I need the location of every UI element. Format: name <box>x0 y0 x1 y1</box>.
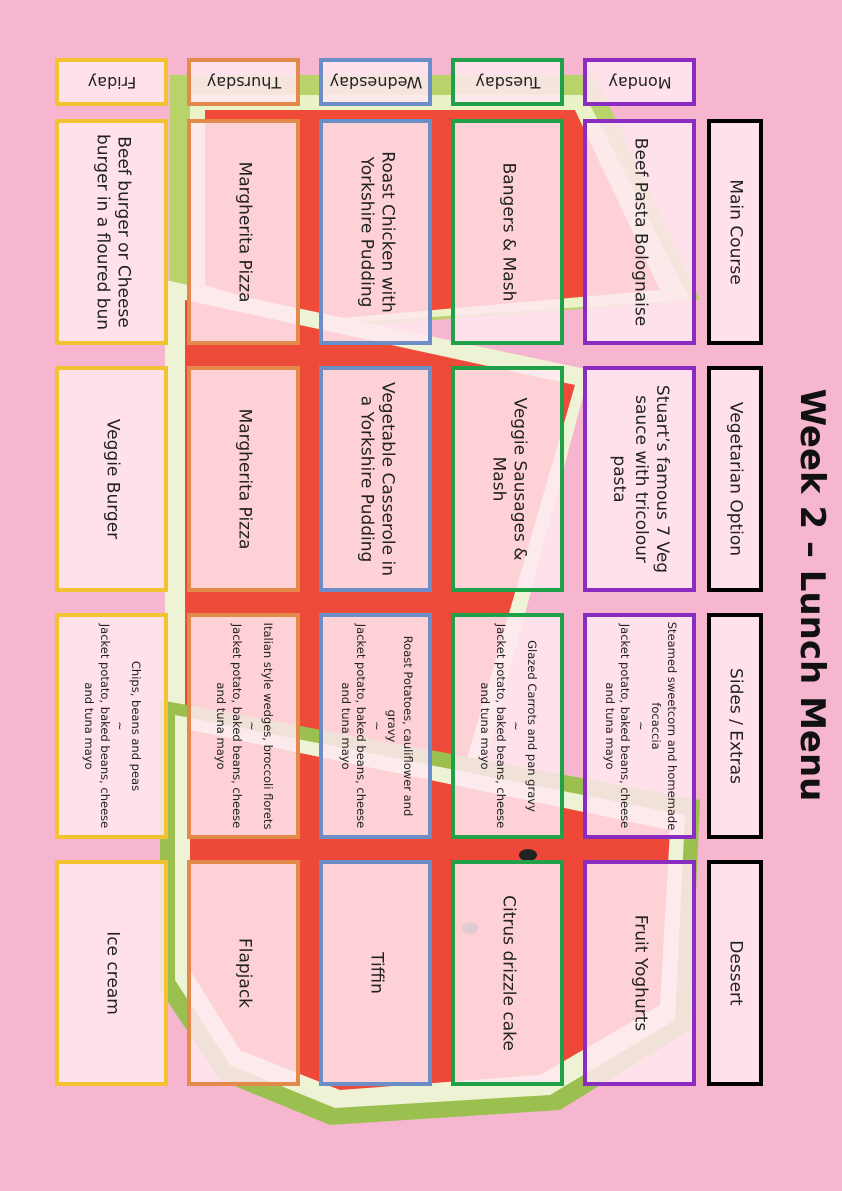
menu-item-text: Roast Potatoes, cauliflower and gravy ~ Jacket potato, baked beans, cheese and tuna mayo <box>338 623 415 829</box>
menu-item-text: Bangers & Mash <box>498 162 519 302</box>
menu-cell-friday-veg <box>55 366 168 592</box>
menu-item-text: Tiffin <box>366 952 387 994</box>
day-name: Tuesday <box>474 73 541 92</box>
menu-item-text: Margherita Pizza <box>234 161 255 303</box>
page-title: Week 2 – Lunch Menu <box>792 388 832 802</box>
menu-item-text: Italian style wedges, broccoli florets ~ Jacket potato, baked beans, cheese and tuna mayo <box>213 622 275 830</box>
menu-item-text: Flapjack <box>234 937 255 1009</box>
header-main-course <box>707 119 763 345</box>
day-name: Monday <box>607 73 672 92</box>
menu-item-text: Veggie Sausages & Mash <box>487 397 529 561</box>
header-dessert <box>707 860 763 1086</box>
menu-item-text: Roast Chicken with Yorkshire Pudding <box>355 151 397 313</box>
menu-cell-wednesday-veg <box>319 366 432 592</box>
menu-item-text: Beef burger or Cheese burger in a floured bun <box>91 133 133 331</box>
day-label-friday <box>55 58 168 106</box>
menu-cell-monday-main <box>583 119 696 345</box>
menu-cell-thursday-main <box>187 119 300 345</box>
menu-cell-monday-sides <box>583 613 696 839</box>
menu-item-text: Vegetable Casserole in a Yorkshire Pudding <box>355 381 397 577</box>
menu-cell-wednesday-main <box>319 119 432 345</box>
menu-cell-friday-main <box>55 119 168 345</box>
menu-cell-tuesday-dessert <box>451 860 564 1086</box>
header-sides-extras-label: Sides / Extras <box>725 668 746 784</box>
menu-cell-friday-sides <box>55 613 168 839</box>
day-label-thursday <box>187 58 300 106</box>
menu-cell-wednesday-sides <box>319 613 432 839</box>
menu-item-text: Ice cream <box>102 931 123 1015</box>
menu-cell-friday-dessert <box>55 860 168 1086</box>
menu-item-text: Beef Pasta Bolognaise <box>630 137 651 327</box>
menu-cell-thursday-veg <box>187 366 300 592</box>
menu-cell-wednesday-dessert <box>319 860 432 1086</box>
menu-item-text: Fruit Yoghurts <box>630 914 651 1032</box>
day-label-wednesday <box>319 58 432 106</box>
menu-cell-monday-dessert <box>583 860 696 1086</box>
day-label-monday <box>583 58 696 106</box>
menu-cell-tuesday-veg <box>451 366 564 592</box>
header-main-course-label: Main Course <box>725 179 746 285</box>
day-name: Friday <box>87 73 136 92</box>
menu-cell-thursday-sides <box>187 613 300 839</box>
menu-item-text: Steamed sweetcorn and homemade focaccia ~ Jacket potato, baked beans, cheese and tuna mayo <box>602 621 679 831</box>
menu-item-text: Veggie Burger <box>102 418 123 540</box>
header-vegetarian-option-label: Vegetarian Option <box>725 401 746 557</box>
menu-item-text: Margherita Pizza <box>234 408 255 550</box>
menu-item-text: Chips, beans and peas ~ Jacket potato, baked beans, cheese and tuna mayo <box>81 623 143 829</box>
day-label-tuesday <box>451 58 564 106</box>
day-name: Thursday <box>206 73 281 92</box>
menu-cell-tuesday-sides <box>451 613 564 839</box>
menu-item-text: Citrus drizzle cake <box>498 895 519 1051</box>
menu-item-text: Stuart’s famous 7 Veg sauce with tricolour pasta <box>608 384 672 574</box>
menu-item-text: Glazed Carrots and pan gravy ~ Jacket potato, baked beans, cheese and tuna mayo <box>477 623 539 829</box>
menu-cell-tuesday-main <box>451 119 564 345</box>
day-name: Wednesday <box>329 73 422 92</box>
menu-cell-monday-veg <box>583 366 696 592</box>
header-sides-extras <box>707 613 763 839</box>
menu-cell-thursday-dessert <box>187 860 300 1086</box>
header-vegetarian-option <box>707 366 763 592</box>
header-dessert-label: Dessert <box>725 940 746 1006</box>
